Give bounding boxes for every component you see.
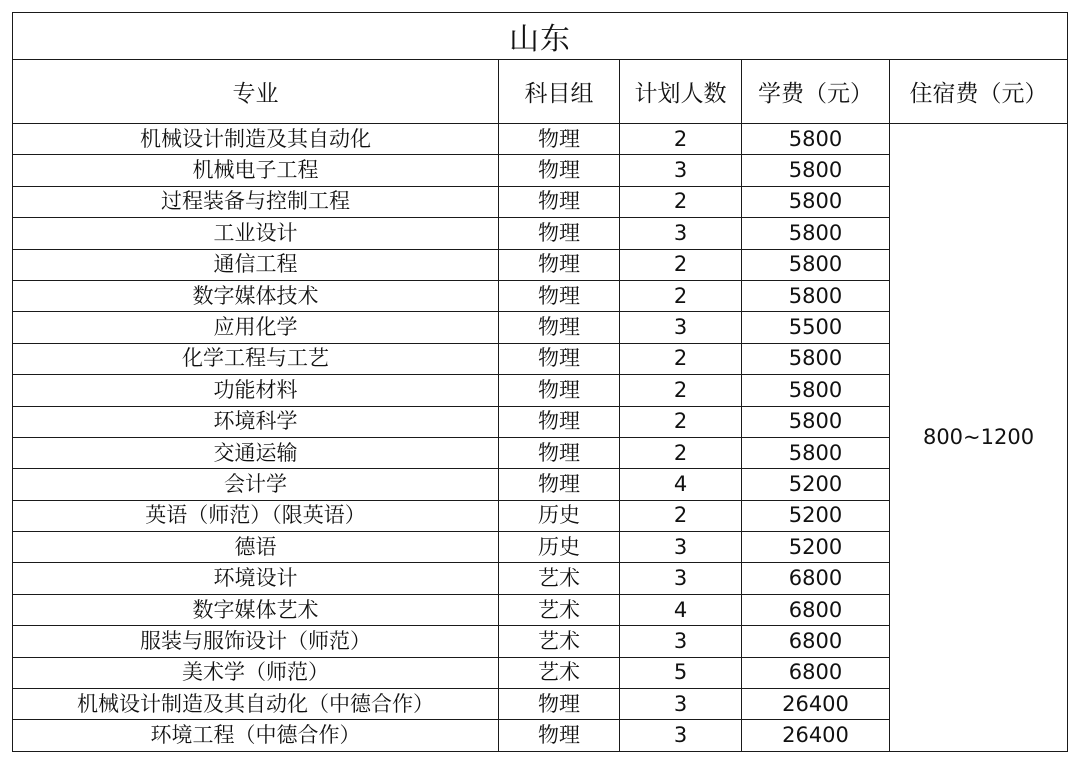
- tuition-cell: 5800: [742, 155, 890, 186]
- tuition-cell: 6800: [742, 594, 890, 625]
- subject-group-cell: 艺术: [499, 563, 620, 594]
- plan-cell: 3: [620, 155, 742, 186]
- column-header-subject-group: 科目组: [499, 60, 620, 124]
- tuition-cell: 26400: [742, 689, 890, 720]
- subject-group-cell: 物理: [499, 249, 620, 280]
- major-cell: 美术学（师范）: [13, 657, 499, 688]
- column-header-accommodation: 住宿费（元）: [890, 60, 1068, 124]
- tuition-cell: 5500: [742, 312, 890, 343]
- plan-cell: 2: [620, 406, 742, 437]
- subject-group-cell: 物理: [499, 689, 620, 720]
- title-row: [13, 13, 1068, 60]
- plan-cell: 4: [620, 594, 742, 625]
- plan-cell: 3: [620, 532, 742, 563]
- table-row: [13, 124, 1068, 155]
- table-title: 山东: [13, 13, 1068, 60]
- subject-group-cell: 艺术: [499, 594, 620, 625]
- plan-cell: 3: [620, 720, 742, 751]
- table-body: [13, 124, 1068, 752]
- plan-cell: 4: [620, 469, 742, 500]
- header-row: [13, 60, 1068, 124]
- tuition-cell: 5200: [742, 469, 890, 500]
- major-cell: 环境设计: [13, 563, 499, 594]
- tuition-cell: 6800: [742, 563, 890, 594]
- tuition-cell: 5800: [742, 437, 890, 468]
- subject-group-cell: 物理: [499, 218, 620, 249]
- subject-group-cell: 物理: [499, 343, 620, 374]
- subject-group-cell: 物理: [499, 124, 620, 155]
- plan-cell: 2: [620, 186, 742, 217]
- major-cell: 德语: [13, 532, 499, 563]
- plan-cell: 2: [620, 124, 742, 155]
- plan-cell: 2: [620, 375, 742, 406]
- tuition-cell: 5200: [742, 500, 890, 531]
- major-cell: 英语（师范）（限英语）: [13, 500, 499, 531]
- subject-group-cell: 艺术: [499, 657, 620, 688]
- subject-group-cell: 物理: [499, 469, 620, 500]
- major-cell: 机械设计制造及其自动化（中德合作）: [13, 689, 499, 720]
- plan-cell: 2: [620, 280, 742, 311]
- plan-cell: 3: [620, 218, 742, 249]
- tuition-cell: 5800: [742, 124, 890, 155]
- major-cell: 数字媒体艺术: [13, 594, 499, 625]
- major-cell: 工业设计: [13, 218, 499, 249]
- major-cell: 通信工程: [13, 249, 499, 280]
- tuition-cell: 5800: [742, 375, 890, 406]
- subject-group-cell: 物理: [499, 375, 620, 406]
- admission-plan-table: [12, 12, 1068, 752]
- plan-cell: 2: [620, 343, 742, 374]
- column-header-major: 专业: [13, 60, 499, 124]
- subject-group-cell: 物理: [499, 406, 620, 437]
- major-cell: 环境工程（中德合作）: [13, 720, 499, 751]
- plan-cell: 3: [620, 626, 742, 657]
- major-cell: 交通运输: [13, 437, 499, 468]
- subject-group-cell: 物理: [499, 280, 620, 311]
- tuition-cell: 6800: [742, 626, 890, 657]
- major-cell: 数字媒体技术: [13, 280, 499, 311]
- subject-group-cell: 物理: [499, 312, 620, 343]
- major-cell: 功能材料: [13, 375, 499, 406]
- accommodation-fee-cell: 800~1200: [890, 124, 1068, 752]
- major-cell: 环境科学: [13, 406, 499, 437]
- tuition-cell: 5800: [742, 280, 890, 311]
- tuition-cell: 5800: [742, 249, 890, 280]
- admission-table-container: [12, 12, 1068, 752]
- plan-cell: 3: [620, 689, 742, 720]
- plan-cell: 3: [620, 563, 742, 594]
- tuition-cell: 5200: [742, 532, 890, 563]
- major-cell: 服装与服饰设计（师范）: [13, 626, 499, 657]
- tuition-cell: 5800: [742, 186, 890, 217]
- major-cell: 应用化学: [13, 312, 499, 343]
- tuition-cell: 26400: [742, 720, 890, 751]
- tuition-cell: 6800: [742, 657, 890, 688]
- major-cell: 化学工程与工艺: [13, 343, 499, 374]
- major-cell: 机械设计制造及其自动化: [13, 124, 499, 155]
- column-header-plan: 计划人数: [620, 60, 742, 124]
- tuition-cell: 5800: [742, 218, 890, 249]
- major-cell: 会计学: [13, 469, 499, 500]
- plan-cell: 2: [620, 249, 742, 280]
- column-header-tuition: 学费（元）: [742, 60, 890, 124]
- plan-cell: 2: [620, 437, 742, 468]
- tuition-cell: 5800: [742, 343, 890, 374]
- plan-cell: 3: [620, 312, 742, 343]
- subject-group-cell: 艺术: [499, 626, 620, 657]
- subject-group-cell: 物理: [499, 186, 620, 217]
- plan-cell: 2: [620, 500, 742, 531]
- subject-group-cell: 物理: [499, 155, 620, 186]
- subject-group-cell: 物理: [499, 437, 620, 468]
- plan-cell: 5: [620, 657, 742, 688]
- major-cell: 机械电子工程: [13, 155, 499, 186]
- tuition-cell: 5800: [742, 406, 890, 437]
- subject-group-cell: 历史: [499, 532, 620, 563]
- subject-group-cell: 物理: [499, 720, 620, 751]
- subject-group-cell: 历史: [499, 500, 620, 531]
- major-cell: 过程装备与控制工程: [13, 186, 499, 217]
